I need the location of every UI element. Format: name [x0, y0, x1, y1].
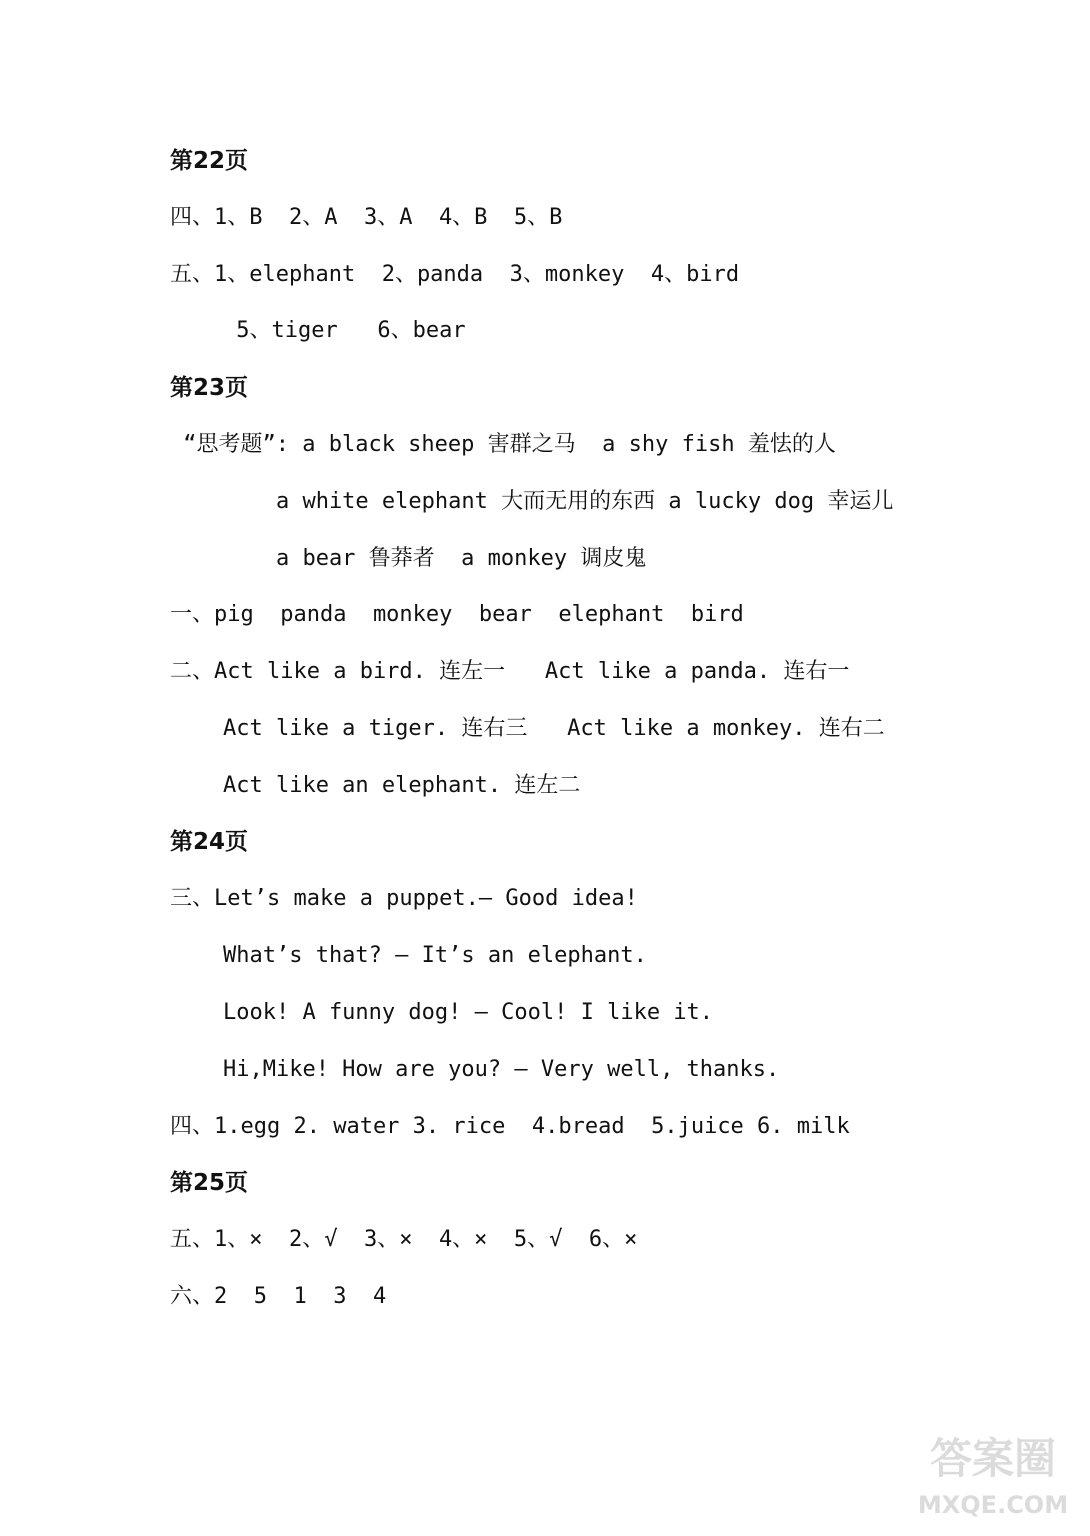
watermark-logo-text: 答案圈 [929, 1434, 1056, 1483]
answer-line: 三、Let’s make a puppet.— Good idea! [170, 886, 638, 911]
answer-line: Look! A funny dog! — Cool! I like it. [170, 1000, 714, 1025]
page-heading-25: 第25页 [170, 1170, 249, 1196]
watermark-logo [908, 1434, 1078, 1526]
answer-line: What’s that? — It’s an elephant. [170, 943, 647, 968]
answer-line: Act like a tiger. 连右三 Act like a monkey. 连右二 [170, 716, 885, 741]
watermark-site-text: MXQE.COM [917, 1491, 1069, 1519]
answer-line: 六、2 5 1 3 4 [170, 1284, 387, 1309]
answer-line: Act like an elephant. 连左二 [170, 773, 581, 798]
answer-line: 一、pig panda monkey bear elephant bird [170, 602, 744, 627]
answer-line: a white elephant 大而无用的东西 a lucky dog 幸运儿 [170, 489, 894, 514]
answer-line: 二、Act like a bird. 连左一 Act like a panda. 连右一 [170, 659, 850, 684]
answer-line: 5、tiger 6、bear [170, 318, 466, 343]
page-heading-23: 第23页 [170, 375, 249, 401]
answer-line: 四、1、B 2、A 3、A 4、B 5、B [170, 205, 563, 230]
page-heading-22: 第22页 [170, 148, 249, 174]
answer-line: 四、1.egg 2. water 3. rice 4.bread 5.juice 6. milk [170, 1114, 850, 1139]
page-heading-24: 第24页 [170, 829, 249, 855]
answer-line: Hi,Mike! How are you? — Very well, thanks. [170, 1057, 780, 1082]
answer-line: 五、1、elephant 2、panda 3、monkey 4、bird [170, 262, 740, 287]
answer-line: “思考题”: a black sheep 害群之马 a shy fish 羞怯的人 [170, 432, 836, 457]
answer-line: a bear 鲁莽者 a monkey 调皮鬼 [170, 546, 647, 571]
answer-line: 五、1、× 2、√ 3、× 4、× 5、√ 6、× [170, 1227, 638, 1252]
